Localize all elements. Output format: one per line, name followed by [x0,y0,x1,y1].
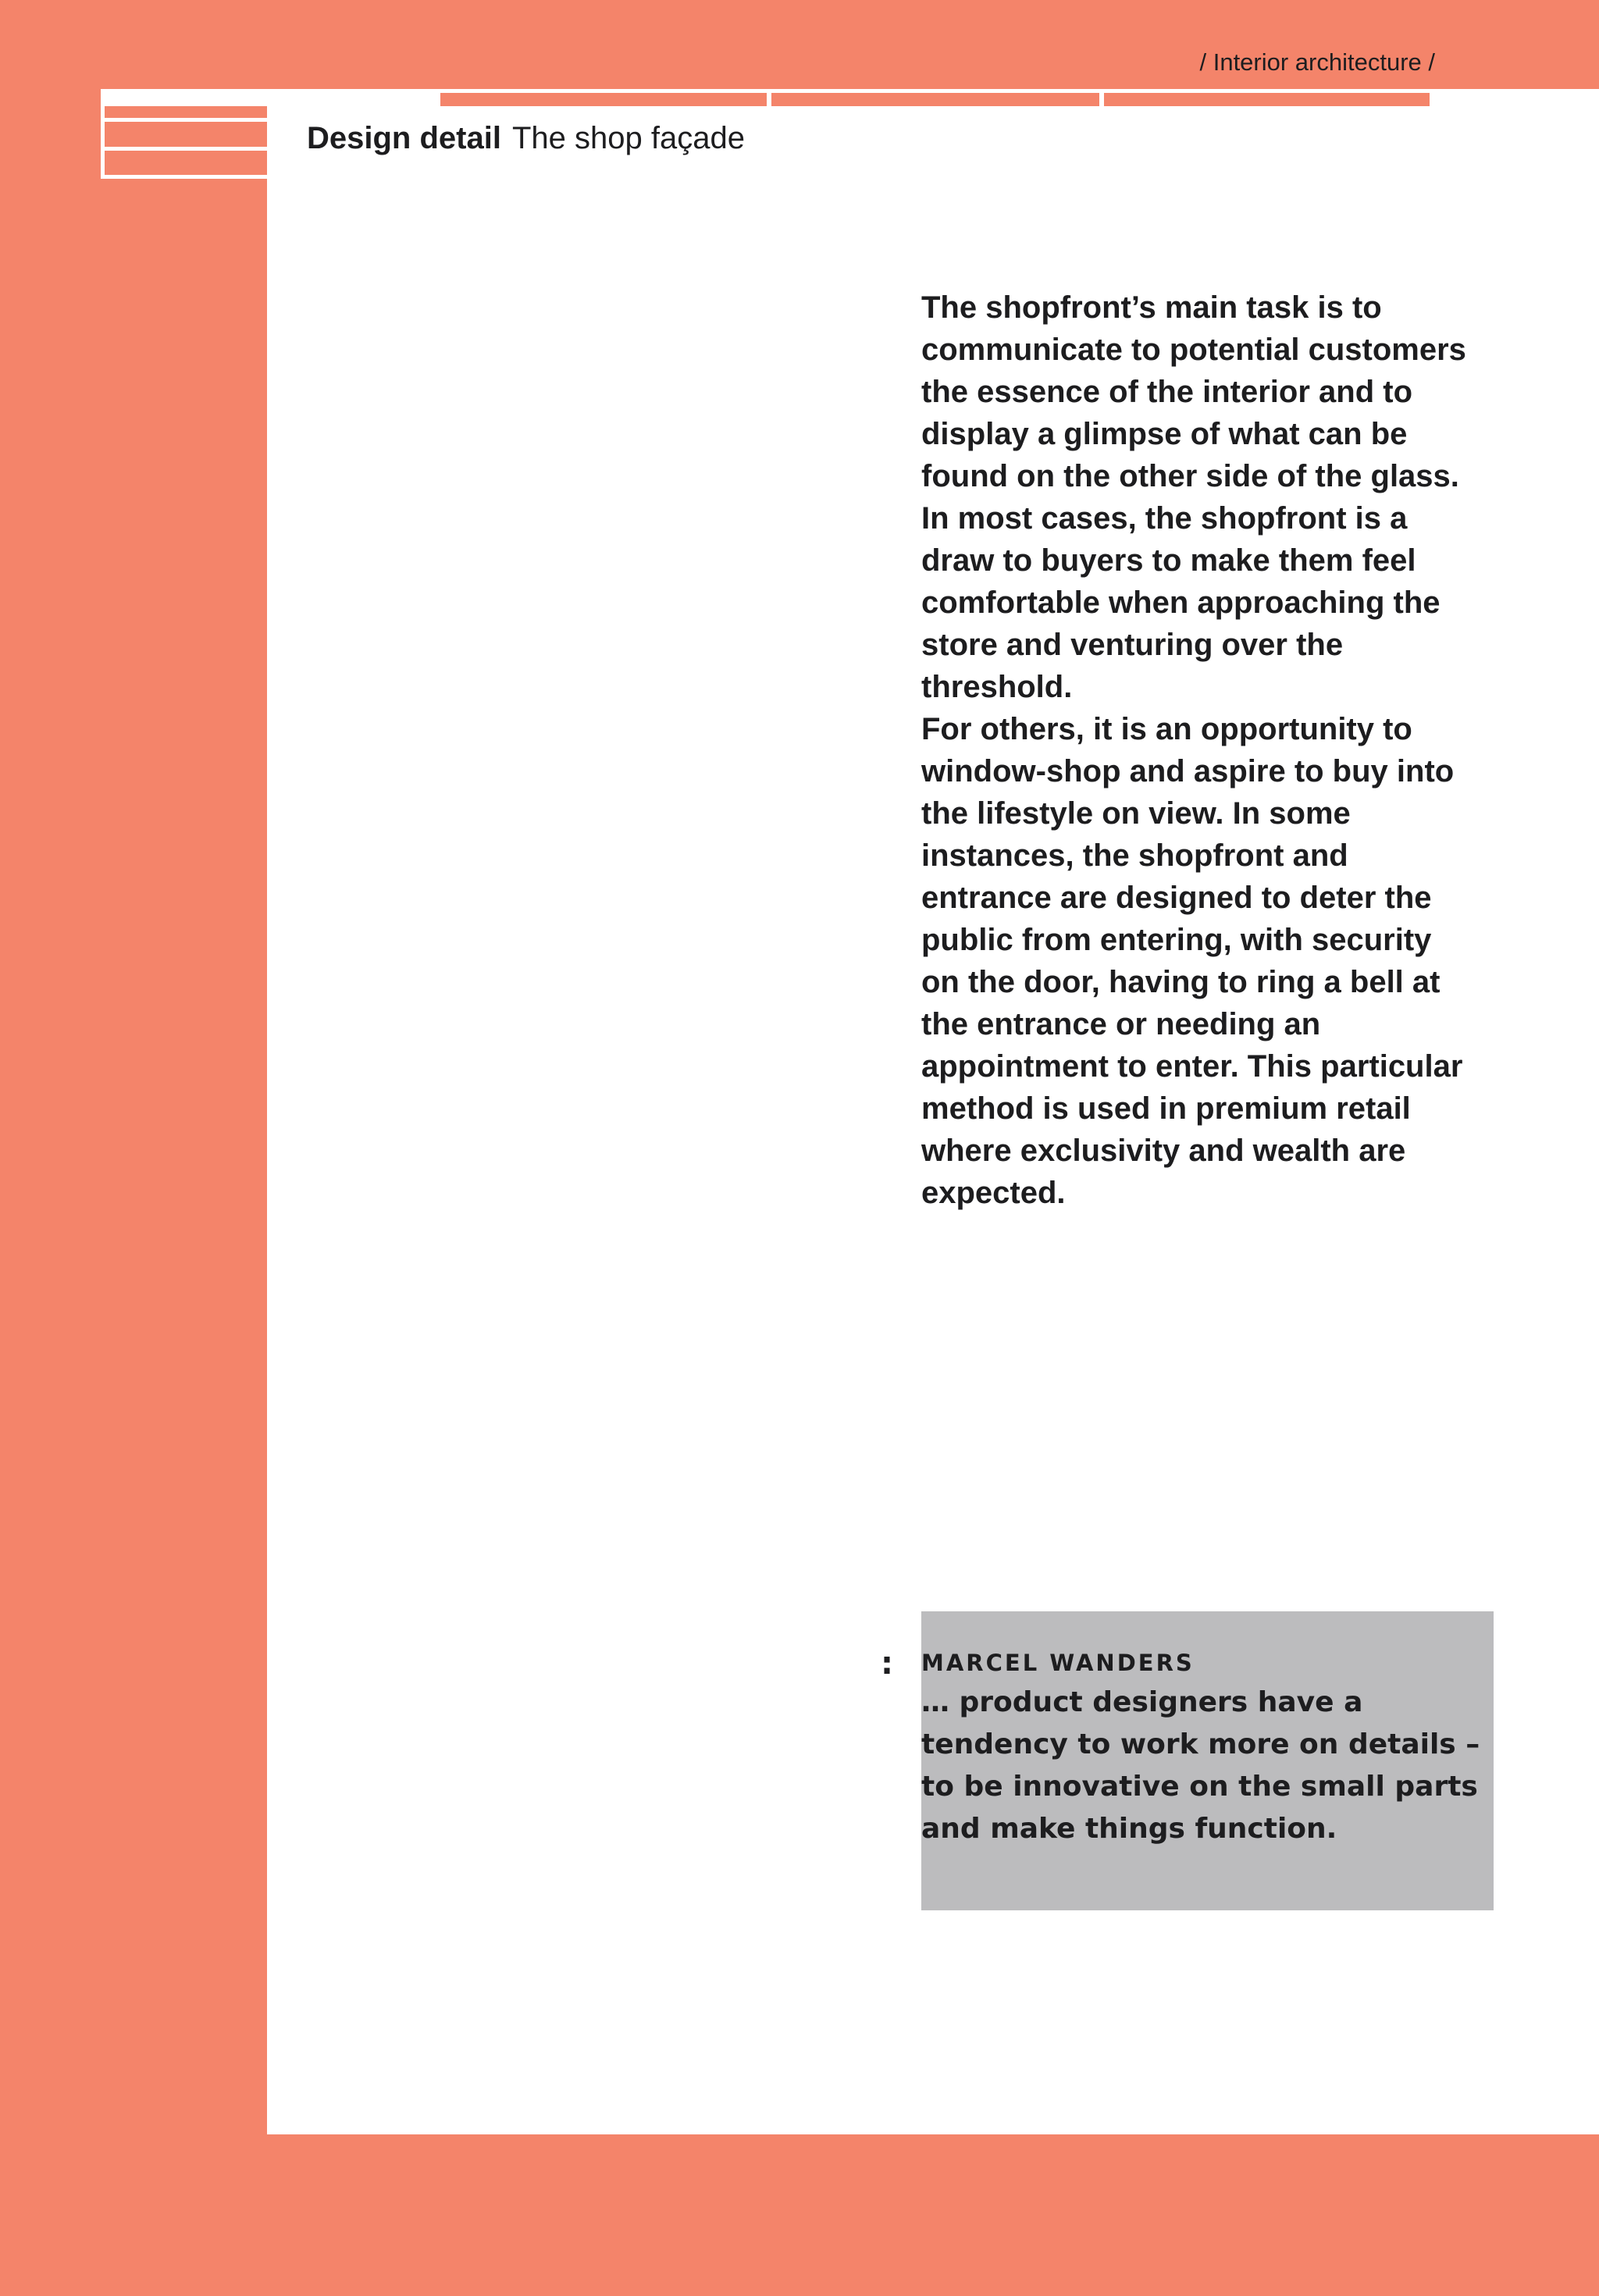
heading-subtitle: The shop façade [511,121,745,155]
body-paragraph-2: For others, it is an opportunity to window-shop and aspire to buy into the lifestyle on view. In some instances, the shopfront and entrance are designed to deter the public from entering, with security on the door, having to ring a bell at the entrance or needing an appointment to enter. This particular method is used in premium retail where exclusivity and wealth are expected. [921,712,1463,1210]
frame-divider-2 [1099,89,1103,106]
quote-author: MARCEL WANDERS [921,1650,1195,1676]
header-side-box-1 [105,123,267,146]
page-title [307,119,745,157]
frame-line-box-bottom [101,175,267,179]
frame-line-right [1430,89,1433,106]
frame-divider-1 [767,89,771,106]
header-side-box-2 [105,151,267,174]
body-paragraph-1: The shopfront’s main task is to communicate to potential customers the essence of the interior and to display a glimpse of what can be found on the other side of the glass. In most cases, the shopfront is a draw to buyers to make them feel comfortable when approaching the store and venturing over the threshold. [921,290,1466,704]
body-text [921,287,1468,1214]
frame-line-box-mid [101,147,267,151]
frame-line-box-top [101,118,267,122]
section-label: / Interior architecture / [1199,48,1435,76]
quote-text: … product designers have a tendency to work more on details – to be innovative on the small parts and make things function. [921,1686,1480,1845]
heading-bold: Design detail [307,121,501,155]
quote-marker: : [881,1646,893,1682]
frame-line-left [101,89,105,178]
